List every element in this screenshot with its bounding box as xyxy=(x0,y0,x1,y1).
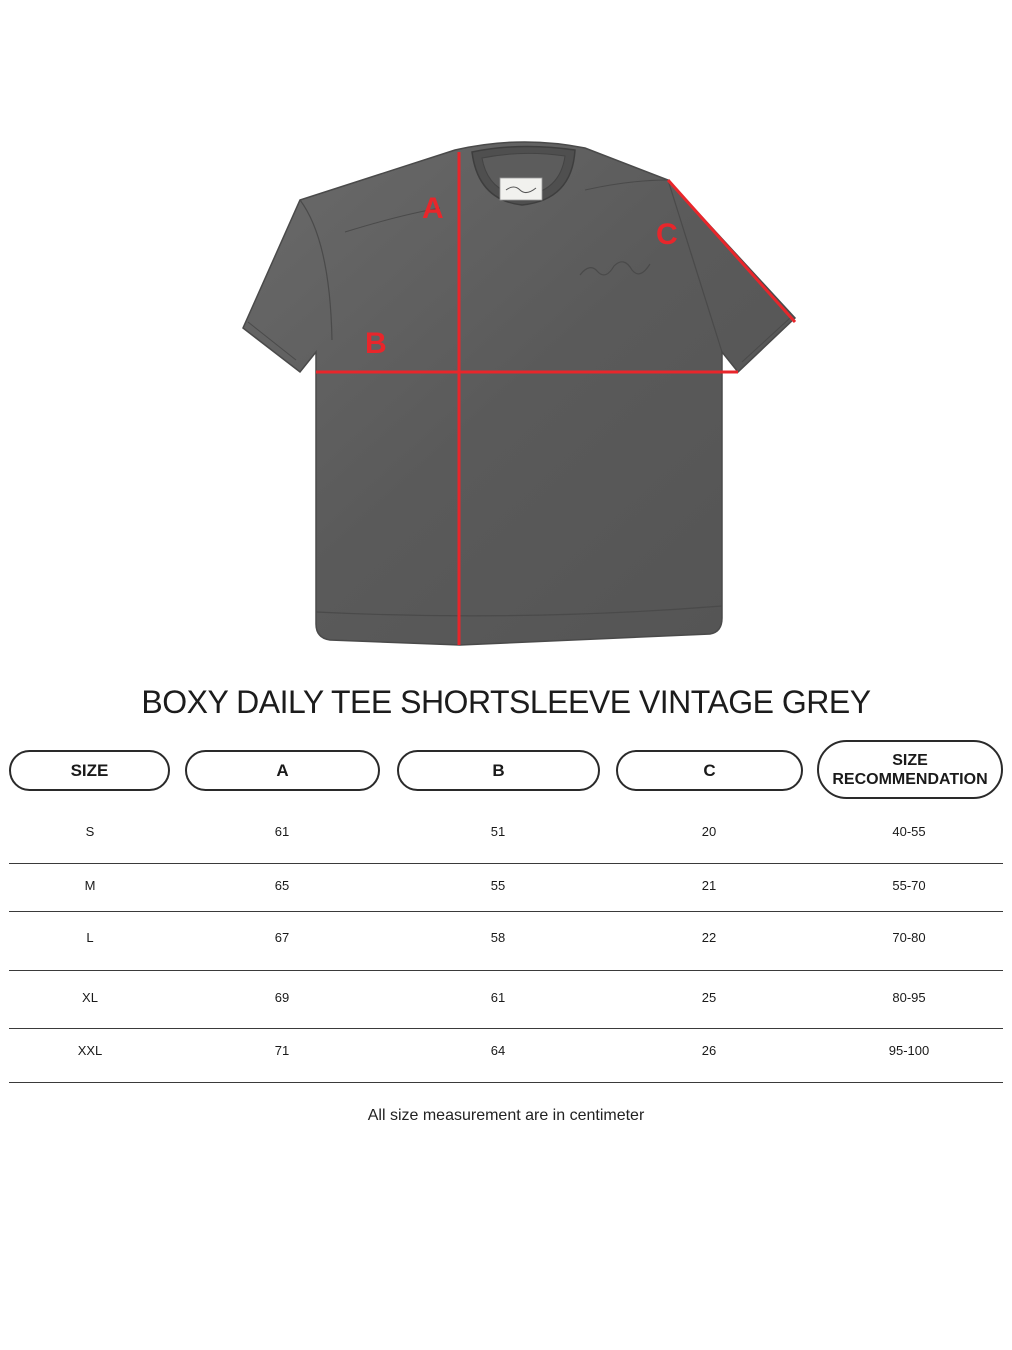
row-s-a: 61 xyxy=(274,824,290,839)
row-s-c: 20 xyxy=(701,824,717,839)
row-m-c: 21 xyxy=(701,878,717,893)
row-s-rec: 40-55 xyxy=(892,824,926,839)
row-m-b: 55 xyxy=(490,878,506,893)
measure-label-b: B xyxy=(365,327,387,360)
row-divider xyxy=(9,911,1003,912)
header-size-label: SIZE xyxy=(70,761,109,780)
row-m-a: 65 xyxy=(274,878,290,893)
header-size-recommendation xyxy=(817,740,1003,799)
row-xxl-size: XXL xyxy=(77,1043,103,1058)
row-s-b: 51 xyxy=(490,824,506,839)
row-xl-rec: 80-95 xyxy=(892,990,926,1005)
row-xl-size: XL xyxy=(82,990,98,1005)
header-c-label: C xyxy=(703,761,716,780)
row-xxl-b: 64 xyxy=(490,1043,506,1058)
measure-label-a: A xyxy=(422,192,444,225)
row-divider xyxy=(9,1082,1003,1083)
row-l-rec: 70-80 xyxy=(892,930,926,945)
product-title: BOXY DAILY TEE SHORTSLEEVE VINTAGE GREY xyxy=(141,684,871,720)
row-xl-a: 69 xyxy=(274,990,290,1005)
header-a xyxy=(185,750,380,791)
measurement-unit-note: All size measurement are in centimeter xyxy=(367,1107,645,1124)
tshirt-body xyxy=(243,142,795,645)
row-l-b: 58 xyxy=(490,930,506,945)
header-a-label: A xyxy=(276,761,289,780)
tshirt-measurement-diagram xyxy=(0,0,1012,670)
header-b-label: B xyxy=(492,761,505,780)
header-rec-line2: RECOMMENDATION xyxy=(832,770,988,788)
row-l-c: 22 xyxy=(701,930,717,945)
header-size xyxy=(9,750,170,791)
row-divider xyxy=(9,1028,1003,1029)
row-divider xyxy=(9,863,1003,864)
row-xxl-c: 26 xyxy=(701,1043,717,1058)
header-rec-line1: SIZE xyxy=(892,751,928,769)
row-l-size: L xyxy=(86,930,94,945)
header-c xyxy=(616,750,803,791)
row-xl-c: 25 xyxy=(701,990,717,1005)
measure-label-c: C xyxy=(656,218,678,251)
header-b xyxy=(397,750,600,791)
row-s-size: S xyxy=(85,824,95,839)
row-m-rec: 55-70 xyxy=(892,878,926,893)
row-m-size: M xyxy=(84,878,96,893)
row-xxl-rec: 95-100 xyxy=(888,1043,930,1058)
row-xl-b: 61 xyxy=(490,990,506,1005)
row-xxl-a: 71 xyxy=(274,1043,290,1058)
row-l-a: 67 xyxy=(274,930,290,945)
row-divider xyxy=(9,970,1003,971)
neck-label xyxy=(500,178,542,200)
